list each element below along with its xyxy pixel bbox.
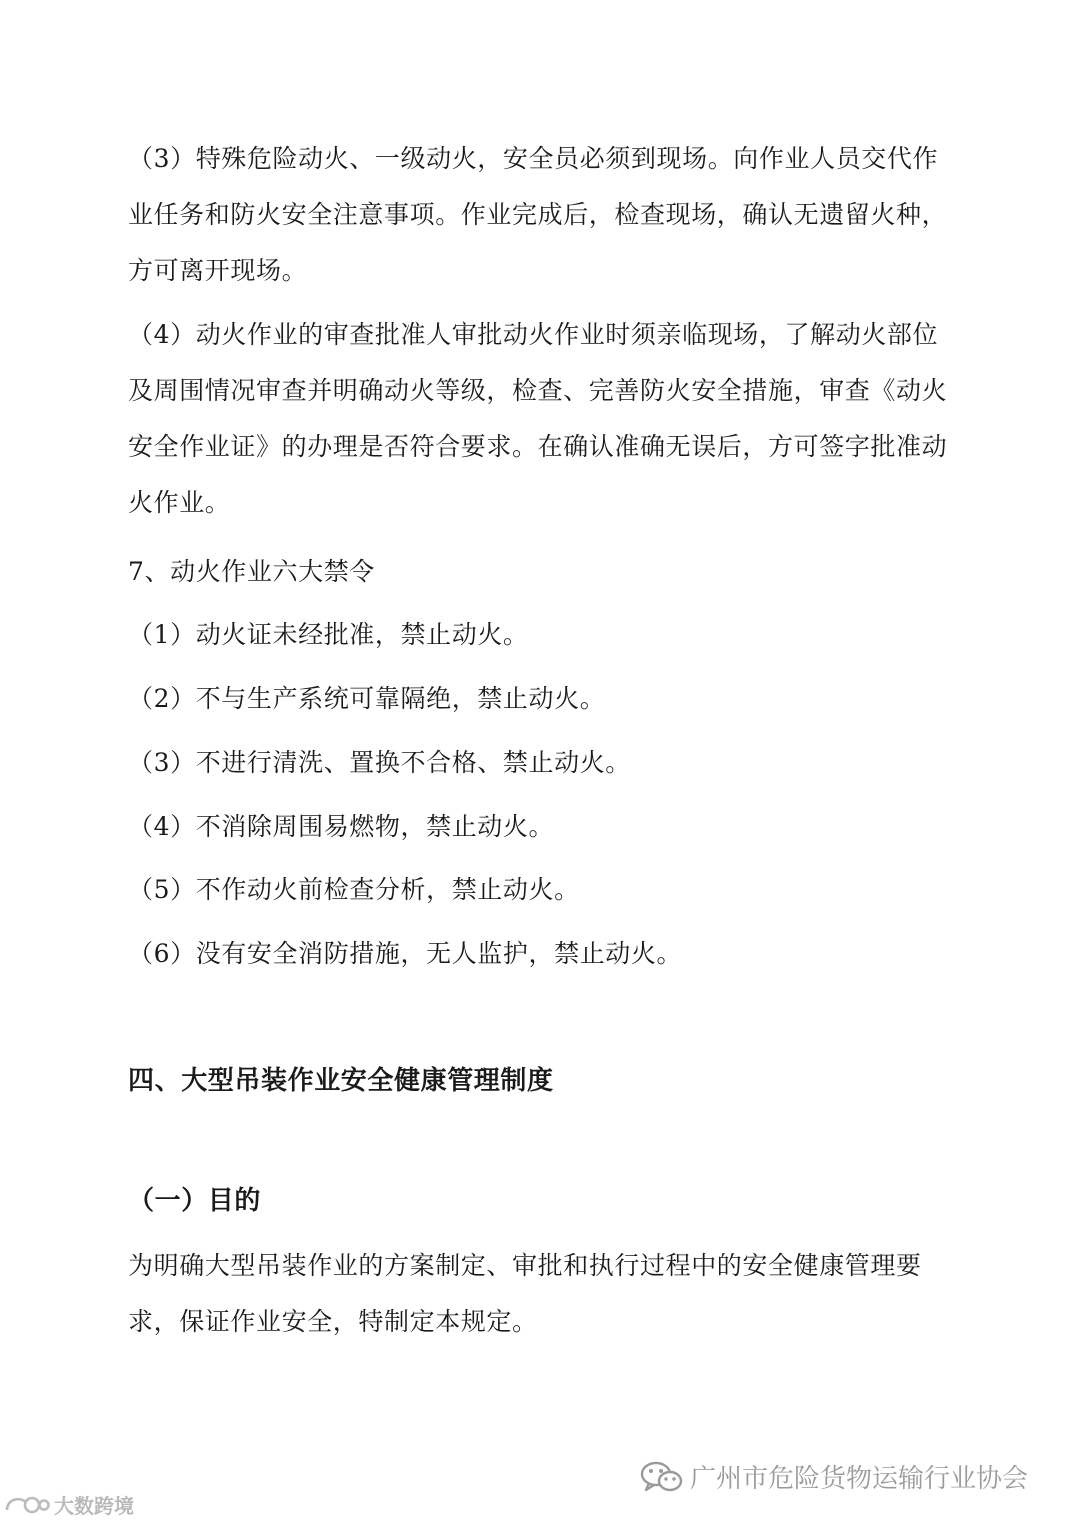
wechat-icon (640, 1460, 684, 1494)
prohibition-item-4: （4）不消除周围易燃物，禁止动火。 (128, 812, 555, 841)
section-7-title: 7、动火作业六大禁令 (128, 557, 375, 586)
paragraph-item-4: （4）动火作业的审查批准人审批动火作业时须亲临现场，了解动火部位及周围情况审查并明确动火等级，检查、完善防火安全措施，审查《动火安全作业证》的办理是否符合要求。在确认准确无误后，方可签字批准动火作业。 (128, 320, 948, 517)
chapter-4-heading: 四、大型吊装作业安全健康管理制度 (128, 1066, 554, 1096)
prohibition-item-3: （3）不进行清洗、置换不合格、禁止动火。 (128, 748, 631, 777)
prohibition-item-1: （1）动火证未经批准，禁止动火。 (128, 620, 529, 649)
platform-watermark (4, 1490, 134, 1519)
wechat-watermark (640, 1458, 1028, 1495)
platform-name: 大数跨境 (54, 1494, 134, 1518)
subsection-1-heading: （一）目的 (128, 1186, 262, 1216)
prohibition-item-6: （6）没有安全消防措施，无人监护，禁止动火。 (128, 939, 683, 968)
wechat-account-name: 广州市危险货物运输行业协会 (690, 1464, 1029, 1494)
logo-icon (4, 1492, 50, 1518)
prohibition-item-5: （5）不作动火前检查分析，禁止动火。 (128, 875, 580, 904)
prohibition-item-2: （2）不与生产系统可靠隔绝，禁止动火。 (128, 684, 606, 713)
purpose-paragraph: 为明确大型吊装作业的方案制定、审批和执行过程中的安全健康管理要求，保证作业安全，特制定本规定。 (128, 1251, 922, 1336)
paragraph-item-3: （3）特殊危险动火、一级动火，安全员必须到现场。向作业人员交代作业任务和防火安全注意事项。作业完成后，检查现场，确认无遗留火种，方可离开现场。 (128, 144, 948, 285)
